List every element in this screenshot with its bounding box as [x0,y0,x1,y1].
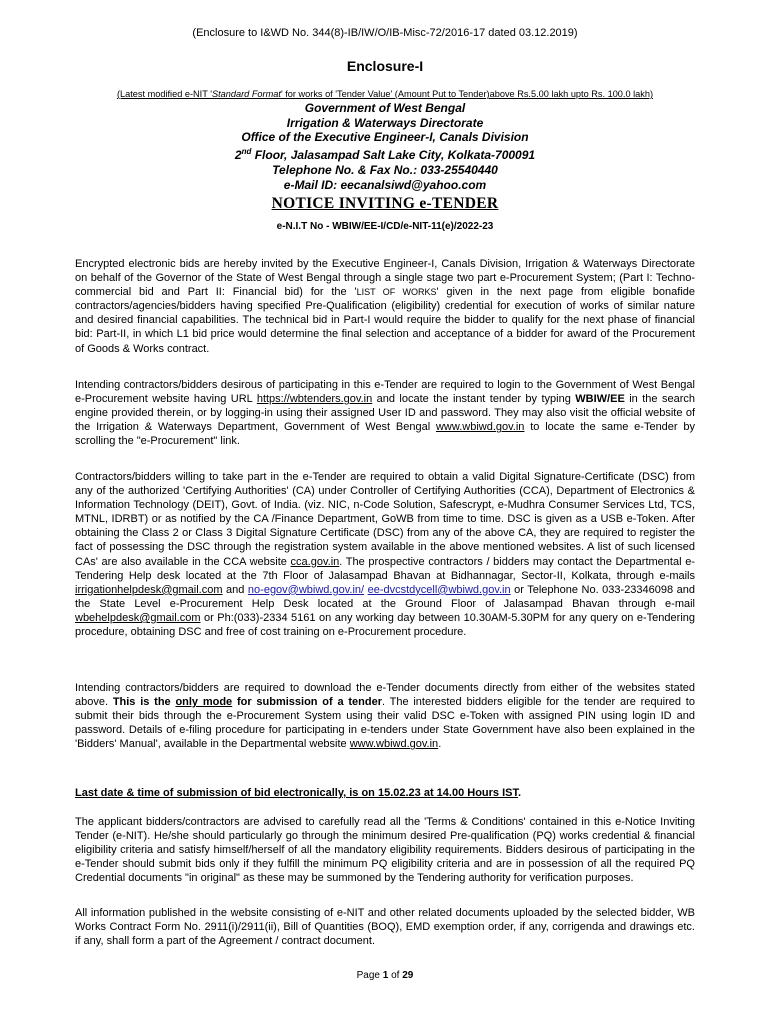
directorate-name: Irrigation & Waterways Directorate [286,115,484,130]
only-mode-text: only mode [175,696,233,709]
wbe-helpdesk-email-link[interactable]: wbehelpdesk@gmail.com [75,611,201,624]
irrigation-helpdesk-email-link[interactable]: irrigationhelpdesk@gmail.com [75,583,223,596]
modified-format-note [0,89,770,99]
p4-text-c: . [438,738,442,751]
page-label: Page [356,970,383,981]
page-of: of [388,970,403,981]
office-address [0,145,770,163]
p4-text-a: Intending contractors/bidders are required to download the e-Tender documents directly from either of the websites stated above. [75,682,695,709]
p3-text-e: or Telephone No. 033-23346098 and the State Level e-Procurement Help Desk located at the Ground Floor of Jalasampad Bhavan through e-mail [75,583,696,610]
p1-text-a: Encrypted electronic bids are hereby invited by the Executive Engineer-I, Canals Division, Irrigation & Waterways Directorate on behalf of the Governor of the State of West Bengal through a single stage two part e-Procurement System; (Part I: Techno-commercial bid and Part II: Financial bid) for the ' [75,258,695,299]
wbtenders-link[interactable]: https://wbtenders.gov.in [256,393,373,406]
paragraph-information [75,906,695,948]
p3-text-a: Contractors/bidders willing to take part in the e-Tender are required to obtain a valid Digital Signature-Certificate (DSC) from any of the authorized 'Certifying Authorities' (CA) under Controller of Certifying Authorities (CCA), Department of Electronics & Information Technology (DEIT), Govt. of India. (viz. NIC, n-Code Solution, Safescrypt, e-Mudhra Consumer Services Ltd, TCS, MTNL, IDRBT) or as notified by the CA /Finance Department, GoWB from time to time. DSC is given as a USB e-Token. After obtaining the Class 2 or Class 3 Digital Signature Certificate (DSC) from any of the above CA, they are required to register the fact of possessing the DSC through the registration system available in the above mentioned websites. A list of such licensed CAs' are also available in the CCA website [75,471,695,568]
p2-text-d: to locate the same e-Tender by scrolling the "e-Procurement" link. [75,421,695,448]
email-id: e-Mail ID: eecanalsiwd@yahoo.com [283,177,487,192]
paragraph-last-date [75,786,695,800]
nit-number: e-N.I.T No - WBIW/EE-I/CD/e-NIT-11(e)/2022-23 [276,221,494,232]
paragraph-invitation [75,257,695,356]
organization-block [0,101,770,192]
p2-text-c: in the search engine provided therein, or by logging-in using their assigned User ID and password. They may also visit the official website of the Irrigation & Waterways Department, Government of West Bengal [75,393,695,434]
telephone-fax: Telephone No. & Fax No.: 033-25540440 [272,162,498,177]
search-keyword: WBIW/EE [575,393,625,406]
cca-link[interactable]: cca.gov.in [290,555,340,568]
modified-note-end: ' for works of 'Tender Value' (Amount Put to Tender)above Rs.5.00 lakh upto Rs. 100.0 lakh) [280,89,654,99]
paragraph-terms [75,815,695,885]
address-floor: 2 [234,148,242,163]
p4-bold-b: for submission of a tender [232,696,382,709]
address-floor-suffix: nd [241,147,252,157]
page-current: 1 [382,970,389,981]
p1-text-b: ' given in the next page from eligible bonafide contractors/agencies/bidders having specified Pre-Qualification (eligibility) credential for execution of works of similar nature and desired financial capabilities. The technical bid in Part-I would require the bidder to qualify for the next phase of financial bid: Part-II, in which L1 bid price would determine the final selection and acceptance of a bidder for award of the Procurement of Goods & Works contract. [75,286,696,355]
wbiwd-link-2[interactable]: www.wbiwd.gov.in [349,738,439,751]
p7-text: All information published in the website consisting of e-NIT and other related documents uploaded by the selected bidder, WB Works Contract Form No. 2911(i)/2911(ii), Bill of Quantities (BOQ), EMD exemption order, if any, corrigenda and drawings etc. if any, shall form a part of the Agreement / contract document. [75,907,695,948]
no-egov-email-link[interactable]: no-egov@wbiwd.gov.in/ [247,583,365,596]
paragraph-dsc [75,470,695,639]
p4-text-b: . The interested bidders eligible for the tender are required to submit their bids through the e-Procurement System using their valid DSC e-Token with assigned PIN using login ID and password. Details of e-filing procedure for participating in e-tenders under State Government have also been explained in the 'Bidders' Manual', available in the Departmental website [75,696,695,751]
p3-text-f: or Ph:(033)-2334 5161 on any working day between 10.30AM-5.30PM for any query on e-Tendering procedure, obtaining DSC and free of cost training on e-Procurement procedure. [75,611,695,639]
notice-title: NOTICE INVITING e-TENDER [271,195,499,212]
address-rest: Floor, Jalasampad Salt Lake City, Kolkata-700091 [251,148,536,163]
p3-text-c: and [222,583,248,596]
p3-text-b: . The prospective contractors / bidders may contact the Departmental e-Tendering Help desk located at the 7th Floor of Jalasampad Bhavan at Bidhannagar, Sector-II, Kolkata, through e-mails [75,555,695,582]
wbiwd-link[interactable]: www.wbiwd.gov.in [435,421,525,434]
last-date-period: . [518,787,522,799]
list-of-works-label: LIST OF WORKS [356,287,437,298]
modified-note-start: (Latest modified e-NIT ' [116,89,212,99]
office-name: Office of the Executive Engineer-I, Canals Division [241,130,529,145]
paragraph-download [75,681,695,751]
dvc-study-cell-email-link[interactable]: ee-dvcstdycell@wbiwd.gov.in [367,583,511,596]
paragraph-login [75,378,695,448]
p2-text-b: and locate the instant tender by typing [372,393,576,406]
p2-text-a: Intending contractors/bidders desirous of participating in this e-Tender are required to login to the Government of West Bengal e-Procurement website having URL [75,379,695,406]
page-total: 29 [402,970,414,981]
enclosure-reference: (Enclosure to I&WD No. 344(8)-IB/IW/O/IB-Misc-72/2016-17 dated 03.12.2019) [192,27,578,39]
modified-note-italic: Standard Format [211,89,281,99]
p6-text: The applicant bidders/contractors are advised to carefully read all the 'Terms & Conditions' contained in this e-Notice Inviting Tender (e-NIT). He/she should particularly go through the minimum desired Pre-qualification (PQ) works credential & financial eligibility criteria and satisfy himself/herself of all the mandatory eligibility requirements. Bidders desirous of participating in the e-Tender should submit bids only if they fulfill the minimum PQ eligibility criteria and are in possession of all the required PQ Credential documents "in original" as these may be summoned by the Tendering authority for verification purposes. [75,816,695,885]
enclosure-title: Enclosure-I [346,58,424,74]
government-name: Government of West Bengal [304,101,466,115]
p4-bold-a: This is the [112,696,176,709]
page-number [0,970,770,981]
last-date-statement: Last date & time of submission of bid electronically, is on 15.02.23 at 14.00 Hours IST [75,787,518,799]
